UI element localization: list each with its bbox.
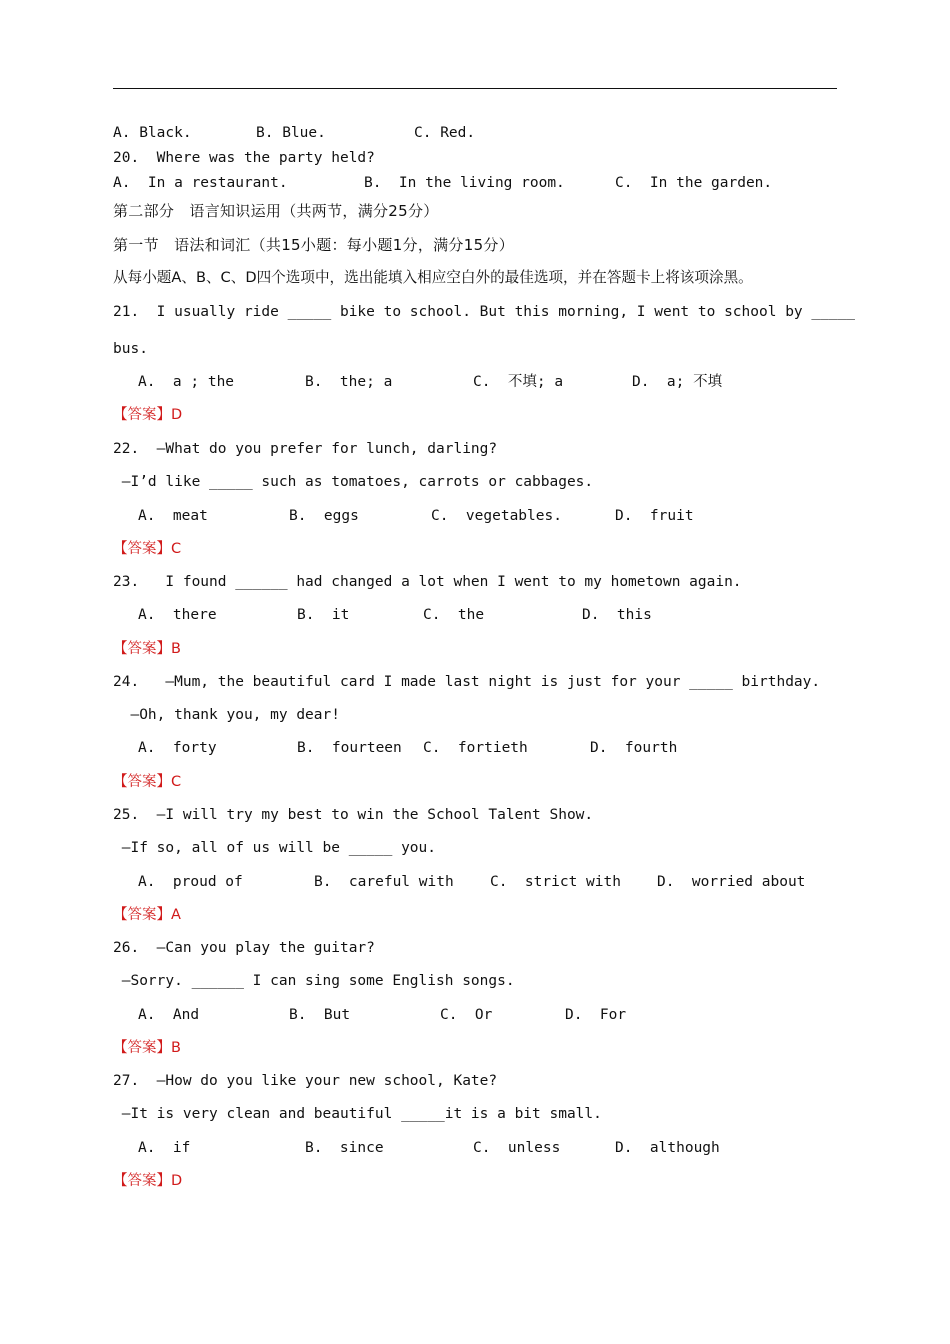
q25-option-c: C. strict with	[490, 874, 621, 890]
header-rule	[113, 88, 837, 89]
q22-option-d: D. fruit	[615, 508, 694, 524]
q26-option-d: D. For	[565, 1007, 627, 1023]
answer-value: C	[171, 774, 182, 790]
q27-question-reply: —It is very clean and beautiful _____it is a bit small.	[113, 1106, 602, 1122]
answer-value: D	[171, 1173, 183, 1189]
q22-option-c: C. vegetables.	[431, 508, 562, 524]
q23-option-c: C. the	[423, 607, 485, 623]
q26-option-b: B. But	[289, 1007, 351, 1023]
q21-option-a: A. a ; the	[138, 374, 235, 390]
q23-question: 23. I found ______ had changed a lot when I went to my hometown again.	[113, 574, 742, 590]
answer-value: A	[171, 907, 181, 923]
answer-label: 【答案】	[113, 774, 171, 790]
q25-option-b: B. careful with	[314, 874, 454, 890]
section1-heading: 第一节 语法和词汇（共15小题：每小题1分，满分15分）	[113, 236, 515, 254]
q22-option-b: B. eggs	[289, 508, 359, 524]
q27-option-b: B. since	[305, 1140, 384, 1156]
answer-value: B	[171, 641, 181, 657]
q23-answer	[113, 639, 181, 659]
q24-option-d: D. fourth	[590, 740, 678, 756]
q25-question: 25. —I will try my best to win the School Talent Show.	[113, 807, 594, 823]
q24-option-b: B. fourteen	[297, 740, 402, 756]
q24-option-a: A. forty	[138, 740, 217, 756]
q22-question: 22. —What do you prefer for lunch, darling?	[113, 441, 498, 457]
q22-option-a: A. meat	[138, 508, 208, 524]
q26-option-c: C. Or	[440, 1007, 493, 1023]
answer-label: 【答案】	[113, 907, 171, 923]
answer-value: B	[171, 1040, 181, 1056]
q23-option-a: A. there	[138, 607, 217, 623]
answer-value: D	[171, 407, 183, 423]
q23-option-b: B. it	[297, 607, 350, 623]
q26-option-a: A. And	[138, 1007, 200, 1023]
q27-option-a: A. if	[138, 1140, 191, 1156]
q25-answer	[113, 905, 181, 925]
q26-question: 26. —Can you play the guitar?	[113, 940, 375, 956]
answer-label: 【答案】	[113, 541, 171, 557]
q25-option-a: A. proud of	[138, 874, 243, 890]
q21-option-c: C. 不填; a	[473, 374, 564, 390]
q27-question: 27. —How do you like your new school, Kate?	[113, 1073, 498, 1089]
q20-option-c: C. In the garden.	[615, 175, 773, 191]
q19-option-c: C. Red.	[414, 125, 476, 141]
answer-label: 【答案】	[113, 1040, 171, 1056]
q21-option-d: D. a; 不填	[632, 374, 723, 390]
q19-option-b: B. Blue.	[256, 125, 326, 141]
answer-value: C	[171, 541, 182, 557]
answer-label: 【答案】	[113, 641, 171, 657]
answer-label: 【答案】	[113, 407, 171, 423]
q26-question-reply: —Sorry. ______ I can sing some English songs.	[113, 973, 515, 989]
q27-option-c: C. unless	[473, 1140, 561, 1156]
q27-option-d: D. although	[615, 1140, 720, 1156]
part2-heading: 第二部分 语言知识运用（共两节，满分25分）	[113, 202, 439, 220]
q19-option-a: A. Black.	[113, 125, 192, 141]
answer-label: 【答案】	[113, 1173, 171, 1189]
instructions: 从每小题A、B、C、D四个选项中，选出能填入相应空白外的最佳选项，并在答题卡上将该项涂黑。	[113, 269, 753, 286]
q27-answer	[113, 1171, 182, 1191]
q23-option-d: D. this	[582, 607, 652, 623]
q20-option-b: B. In the living room.	[364, 175, 565, 191]
q24-answer	[113, 772, 181, 792]
q21-question-cont: bus.	[113, 341, 148, 357]
q21-answer	[113, 405, 182, 425]
q21-option-b: B. the; a	[305, 374, 393, 390]
q20-question: 20. Where was the party held?	[113, 150, 375, 166]
q25-question-reply: —If so, all of us will be _____ you.	[113, 840, 437, 856]
q24-question: 24. —Mum, the beautiful card I made last night is just for your _____ birthday.	[113, 674, 821, 690]
q25-option-d: D. worried about	[657, 874, 806, 890]
q26-answer	[113, 1038, 181, 1058]
q24-question-reply: —Oh, thank you, my dear!	[113, 707, 340, 723]
q24-option-c: C. fortieth	[423, 740, 528, 756]
q20-option-a: A. In a restaurant.	[113, 175, 288, 191]
q22-question-reply: —I’d like _____ such as tomatoes, carrots or cabbages.	[113, 474, 594, 490]
q21-question: 21. I usually ride _____ bike to school. But this morning, I went to school by _____	[113, 304, 856, 320]
q22-answer	[113, 539, 181, 559]
